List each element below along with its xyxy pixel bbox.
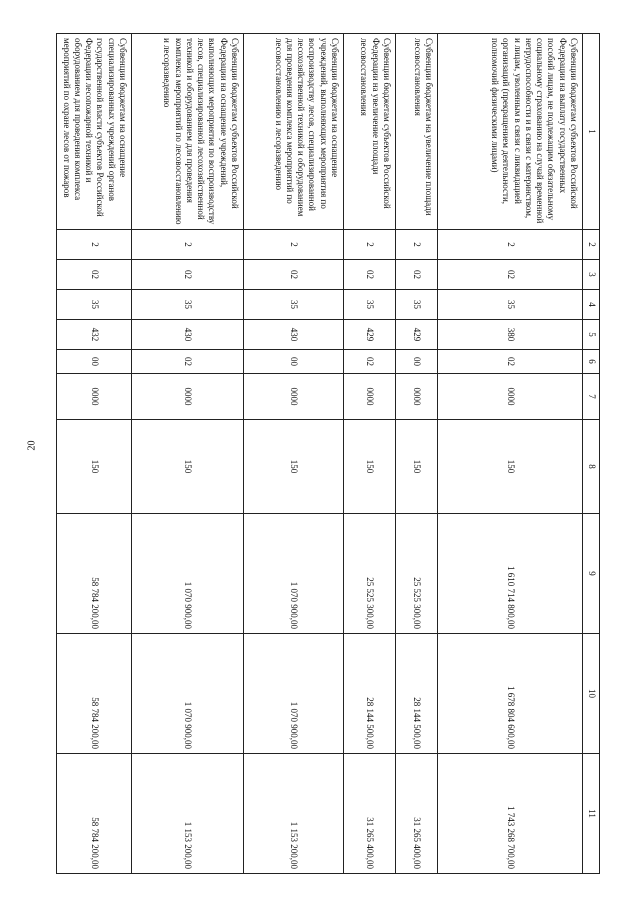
row-name: Субвенции бюджетам на увеличение площади лесовосстановления [396, 34, 438, 230]
column-header: 5 [583, 320, 600, 350]
row-name: Субвенции бюджетам на оснащение специализированных учреждений органов государственной власти субъектов Российской Федерации лесопожарной техникой и оборудованием для проведения комплекса мероприятий по охране лесов от пожаров [57, 34, 132, 230]
cell-code: 0000 [438, 374, 583, 420]
cell-code: 430 [244, 320, 344, 350]
cell-code: 02 [244, 260, 344, 290]
table-row [244, 34, 344, 874]
rotated-page-content [60, 33, 600, 873]
budget-table [56, 33, 600, 874]
cell-amount: 1 070 900,00 [244, 634, 344, 754]
cell-code: 2 [438, 230, 583, 260]
cell-code: 35 [396, 290, 438, 320]
cell-amount: 28 144 500,00 [344, 634, 396, 754]
column-header: 6 [583, 350, 600, 374]
cell-amount: 58 784 200,00 [57, 514, 132, 634]
cell-code: 00 [57, 350, 132, 374]
cell-code: 430 [132, 320, 244, 350]
cell-amount: 1 743 268 700,00 [438, 754, 583, 874]
cell-code: 35 [57, 290, 132, 320]
cell-code: 02 [132, 260, 244, 290]
column-header: 4 [583, 290, 600, 320]
cell-amount: 25 525 300,00 [344, 514, 396, 634]
row-name: Субвенции бюджетам субъектов Российской Федерации на увеличение площади лесовосстановления [344, 34, 396, 230]
cell-code: 2 [344, 230, 396, 260]
cell-code: 02 [438, 350, 583, 374]
table-row [438, 34, 583, 874]
header-row [583, 34, 600, 874]
cell-code: 02 [396, 260, 438, 290]
cell-amount: 1 070 900,00 [132, 634, 244, 754]
cell-code: 35 [244, 290, 344, 320]
table-row [57, 34, 132, 874]
cell-code: 35 [344, 290, 396, 320]
cell-code: 150 [244, 420, 344, 514]
table-row [396, 34, 438, 874]
cell-code: 150 [132, 420, 244, 514]
row-name: Субвенции бюджетам на оснащение учреждений, выполняющих мероприятия по воспроизводству лесов, специализированной лесохозяйственной техникой и оборудованием для проведения комплекса мероприятий по лесовосстановлению и лесоразведению [244, 34, 344, 230]
cell-code: 02 [438, 260, 583, 290]
cell-code: 02 [344, 260, 396, 290]
cell-amount: 1 070 900,00 [132, 514, 244, 634]
column-header: 8 [583, 420, 600, 514]
cell-code: 00 [244, 350, 344, 374]
cell-code: 35 [438, 290, 583, 320]
cell-code: 2 [244, 230, 344, 260]
cell-code: 2 [57, 230, 132, 260]
cell-code: 429 [396, 320, 438, 350]
row-name: Субвенции бюджетам субъектов Российской Федерации на выплату государственных пособий лицам, не подлежащим обязательному социальному страхованию на случай временной нетрудоспособности и в связи с материнством, и лицам, уволенным в связи с ликвидацией организаций (прекращением деятельности, полномочий физическими лицами) [438, 34, 583, 230]
column-header: 7 [583, 374, 600, 420]
cell-code: 0000 [396, 374, 438, 420]
table-row [132, 34, 244, 874]
cell-code: 35 [132, 290, 244, 320]
page-number: 20 [26, 440, 38, 451]
cell-code: 02 [132, 350, 244, 374]
cell-code: 02 [344, 350, 396, 374]
cell-amount: 58 784 200,00 [57, 754, 132, 874]
column-header: 2 [583, 230, 600, 260]
cell-code: 0000 [344, 374, 396, 420]
column-header: 9 [583, 514, 600, 634]
column-header: 10 [583, 634, 600, 754]
column-header: 1 [583, 34, 600, 230]
cell-code: 0000 [132, 374, 244, 420]
column-header: 3 [583, 260, 600, 290]
cell-code: 2 [132, 230, 244, 260]
table-row [344, 34, 396, 874]
cell-code: 380 [438, 320, 583, 350]
cell-code: 0000 [244, 374, 344, 420]
cell-code: 150 [57, 420, 132, 514]
cell-code: 2 [396, 230, 438, 260]
cell-code: 429 [344, 320, 396, 350]
cell-amount: 1 153 200,00 [244, 754, 344, 874]
cell-code: 0000 [57, 374, 132, 420]
cell-code: 150 [396, 420, 438, 514]
cell-amount: 1 070 900,00 [244, 514, 344, 634]
cell-amount: 31 265 400,00 [396, 754, 438, 874]
cell-amount: 1 153 200,00 [132, 754, 244, 874]
cell-amount: 31 265 400,00 [344, 754, 396, 874]
cell-amount: 25 525 300,00 [396, 514, 438, 634]
column-header: 11 [583, 754, 600, 874]
cell-code: 150 [438, 420, 583, 514]
cell-code: 02 [57, 260, 132, 290]
cell-amount: 1 678 804 600,00 [438, 634, 583, 754]
cell-amount: 28 144 500,00 [396, 634, 438, 754]
cell-amount: 1 610 714 800,00 [438, 514, 583, 634]
cell-amount: 58 784 200,00 [57, 634, 132, 754]
row-name: Субвенции бюджетам субъектов Российской Федерации на оснащение учреждений, выполняющих мероприятия по воспроизводству лесов, специализированной лесохозяйственной техникой и оборудованием для проведения комплекса мероприятий по лесовосстановлению и лесоразведению [132, 34, 244, 230]
cell-code: 432 [57, 320, 132, 350]
cell-code: 00 [396, 350, 438, 374]
cell-code: 150 [344, 420, 396, 514]
